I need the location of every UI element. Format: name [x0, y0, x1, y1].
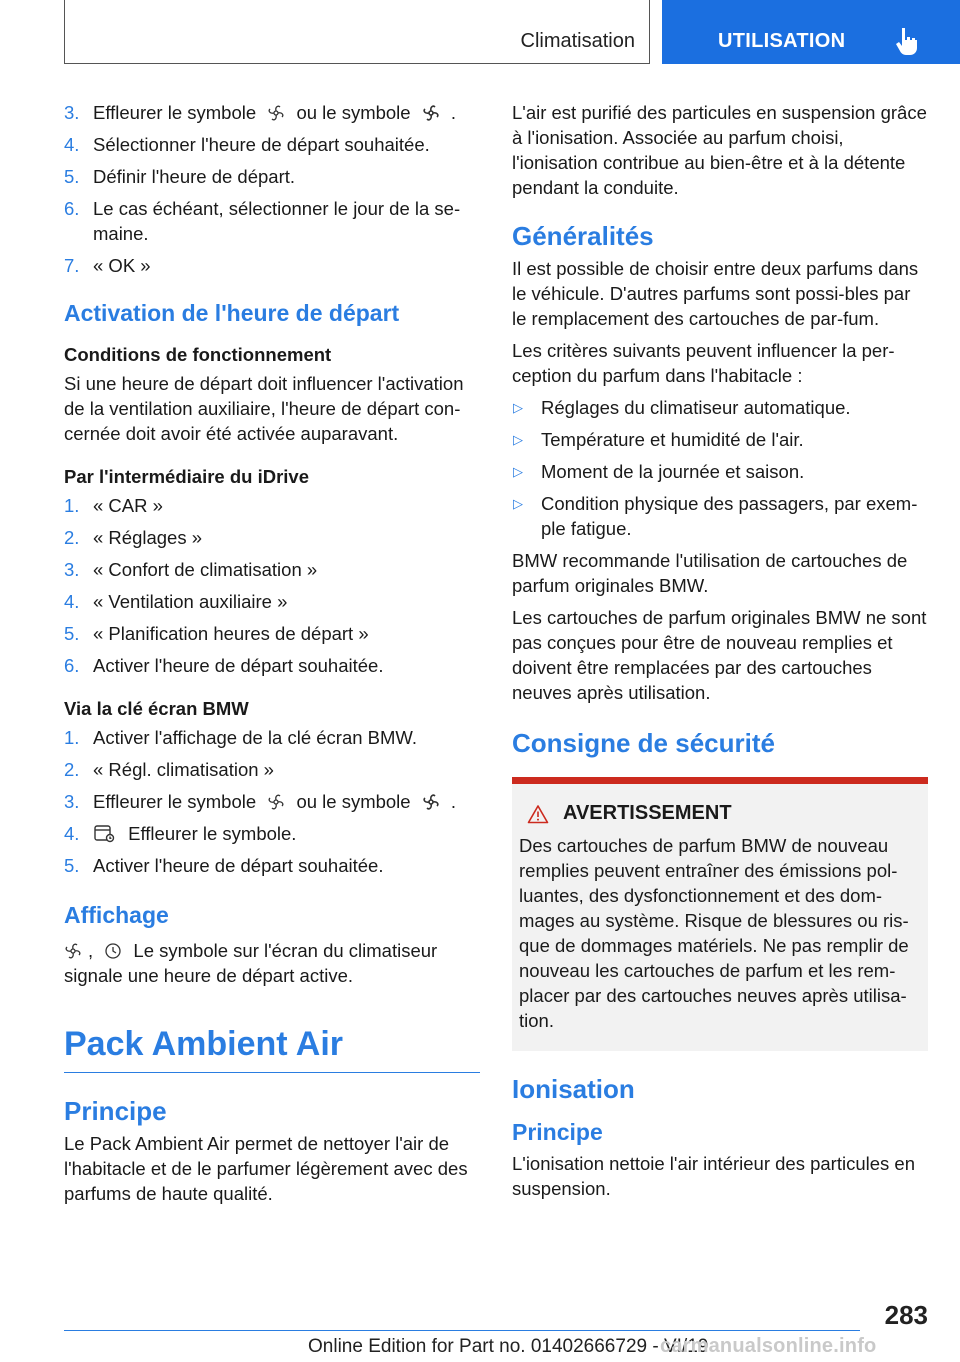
warning-triangle-icon [527, 804, 549, 824]
chapter-tab-label: UTILISATION [718, 30, 846, 52]
header-section-box [64, 0, 650, 64]
fan-icon [64, 942, 82, 960]
warning-box [512, 777, 928, 1051]
list-item: ▷ Moment de la journée et saison. [513, 461, 805, 482]
calendar-clock-icon [93, 823, 115, 843]
key-heading: Via la clé écran BMW [64, 698, 249, 719]
idrive-steps-list [64, 493, 480, 678]
triangle-bullet-icon: ▷ [513, 432, 523, 447]
bmw-cartridge-text: Les cartouches de parfum originales BMW ne sont pas conçues pour être de nouveau remplies et doivent être remplacées par des cartouches neuves après utilisation. [512, 607, 927, 703]
list-item: 5. Définir l'heure de départ. [64, 166, 296, 187]
chapter-tab[interactable] [662, 0, 960, 64]
conditions-text: Si une heure de départ doit influencer l'activation de la ventilation auxiliaire, l'heure de départ con‐cernée doit avoir été activée auparavant. [64, 373, 464, 444]
right-column [512, 100, 928, 1208]
key-steps-list [64, 725, 480, 878]
bmw-recommend-text: BMW recommande l'utilisation de cartouches de parfum originales BMW. [512, 550, 908, 596]
section-title: Climatisation [520, 30, 635, 52]
triangle-bullet-icon: ▷ [513, 400, 523, 415]
list-item: 1. Activer l'affichage de la clé écran BMW. [64, 727, 418, 748]
principle-text: Le Pack Ambient Air permet de nettoyer l'air de l'habitacle et de le parfumer légèrement avec des parfums de haute qualité. [64, 1133, 468, 1204]
display-heading: Affichage [64, 902, 169, 928]
left-column [64, 100, 480, 1213]
display-text: , Le symbole sur l'écran du climatiseur signale une heure de départ active. [64, 940, 438, 986]
general-heading: Généralités [512, 221, 654, 251]
page-number: 283 [884, 1300, 928, 1330]
intro-text: L'air est purifié des particules en suspension grâce à l'ionisation. Associée au parfum choisi, l'ionisation contribue au bien-être et à la détente pendant la conduite. [512, 102, 927, 198]
list-item: 1. « CAR » [64, 495, 163, 516]
list-item: ▷ Condition physique des passagers, par exem‐ple fatigue. [513, 493, 918, 539]
list-item: 3. Effleurer le symbole ou le symbole . [64, 791, 457, 812]
fan-auto-icon [422, 793, 440, 811]
pack-heading: Pack Ambient Air [64, 1024, 480, 1073]
list-item: 3. Effleurer le symbole ou le symbole . [64, 102, 457, 123]
fan-icon [267, 793, 285, 811]
triangle-bullet-icon: ▷ [513, 496, 523, 511]
watermark: carmanualsonline.info [660, 1335, 877, 1357]
ion-principle-heading: Principe [512, 1119, 603, 1145]
footer-edition: Online Edition for Part no. 01402666729 - VI/19 [308, 1336, 709, 1357]
warning-title: AVERTISSEMENT [563, 802, 732, 824]
principle-heading: Principe [64, 1096, 167, 1126]
list-item: 3. « Confort de climatisation » [64, 559, 318, 580]
warning-text: Des cartouches de parfum BMW de nouveau remplies peuvent entraîner des émissions pol‐luantes, des dysfonctionnement et des dom‐mages au système. Risque de blessures ou ris‐que de dommages matériels. Ne pas remplir de nouveau les cartouches de parfum et les rem‐placer par des cartouches neuves après utilisa‐tion. [519, 835, 909, 1031]
general-text-1: Il est possible de choisir entre deux parfums dans le véhicule. D'autres parfums sont possi‐bles par le remplacement des cartouches de par‐fum. [512, 258, 919, 329]
list-item: 6. Le cas échéant, sélectionner le jour de la se‐maine. [64, 198, 461, 244]
clock-icon [104, 942, 122, 960]
list-item: 4. « Ventilation auxiliaire » [64, 591, 288, 612]
fan-auto-icon [422, 104, 440, 122]
list-item: 7. « OK » [64, 255, 151, 276]
activation-heading: Activation de l'heure de départ [64, 300, 400, 326]
list-item: ▷ Réglages du climatiseur automatique. [513, 397, 851, 418]
conditions-heading: Conditions de fonctionnement [64, 344, 332, 365]
ion-principle-text: L'ionisation nettoie l'air intérieur des particules en suspension. [512, 1153, 915, 1199]
ionisation-heading: Ionisation [512, 1074, 635, 1104]
steps-list-top [64, 100, 480, 278]
list-item: 6. Activer l'heure de départ souhaitée. [64, 655, 384, 676]
list-item: ▷ Température et humidité de l'air. [513, 429, 804, 450]
list-item: 5. Activer l'heure de départ souhaitée. [64, 855, 384, 876]
list-item: 2. « Réglages » [64, 527, 203, 548]
criteria-list [512, 395, 928, 541]
general-text-2: Les critères suivants peuvent influencer la per‐ception du parfum dans l'habitacle : [512, 340, 895, 386]
footer-divider [64, 1330, 860, 1331]
triangle-bullet-icon: ▷ [513, 464, 523, 479]
list-item: 5. « Planification heures de départ » [64, 623, 369, 644]
list-item: 4. Effleurer le symbole. [64, 823, 297, 844]
pointing-hand-icon [894, 26, 920, 56]
list-item: 2. « Régl. climatisation » [64, 759, 274, 780]
fan-icon [267, 104, 285, 122]
idrive-heading: Par l'intermédiaire du iDrive [64, 466, 309, 487]
safety-heading: Consigne de sécurité [512, 728, 775, 758]
list-item: 4. Sélectionner l'heure de départ souhaitée. [64, 134, 430, 155]
